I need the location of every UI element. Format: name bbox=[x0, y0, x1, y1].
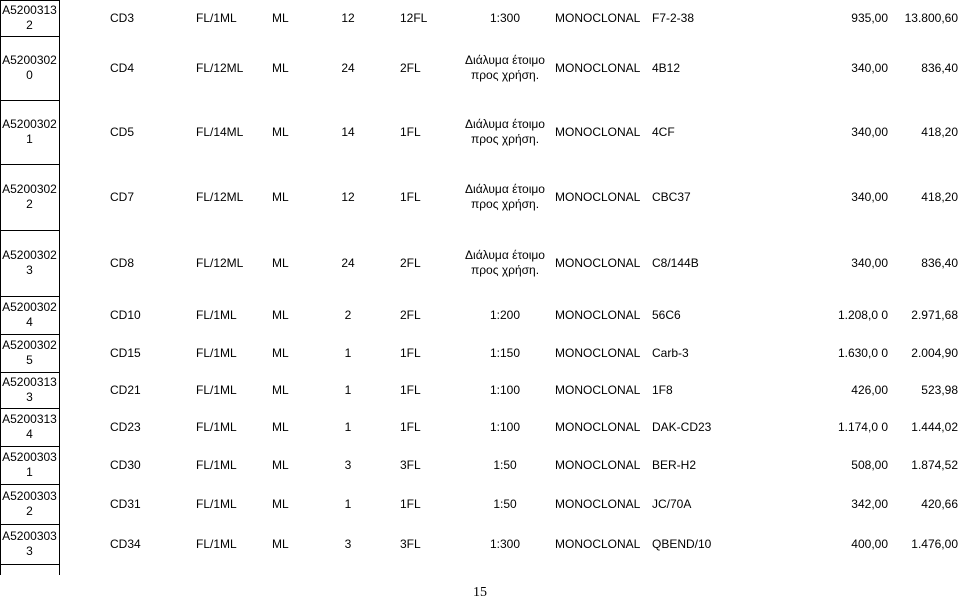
cell-fl: 1FL bbox=[400, 189, 421, 204]
table-row bbox=[0, 230, 960, 296]
cell-type: MONOCLONAL bbox=[555, 307, 641, 322]
cell-price: 1.630,0 0 bbox=[837, 345, 888, 360]
cell-price: 400,00 bbox=[851, 536, 888, 551]
cell-pack: FL/1ML bbox=[196, 536, 237, 551]
product-code: A5200303 2 bbox=[2, 489, 57, 518]
cell-clone: Carb-3 bbox=[652, 345, 689, 360]
cell-price: 1.208,0 0 bbox=[837, 307, 888, 322]
cell-fl: 1FL bbox=[400, 345, 421, 360]
table-row bbox=[0, 100, 960, 164]
cell-qty: 14 bbox=[341, 124, 355, 139]
product-code: A5200313 3 bbox=[2, 375, 57, 404]
cell-fl: 1FL bbox=[400, 124, 421, 139]
cell-type: MONOCLONAL bbox=[555, 536, 641, 551]
cell-clone-id: CD15 bbox=[110, 345, 141, 360]
cell-price: 340,00 bbox=[851, 124, 888, 139]
cell-clone: BER-H2 bbox=[652, 457, 697, 472]
table-row bbox=[0, 524, 960, 564]
cell-clone: JC/70A bbox=[652, 496, 692, 511]
table-row bbox=[0, 296, 960, 334]
table-row bbox=[0, 372, 960, 408]
cell-fl: 1FL bbox=[400, 419, 421, 434]
table-row bbox=[0, 36, 960, 100]
cell-type: MONOCLONAL bbox=[555, 382, 641, 397]
cell-clone: QBEND/10 bbox=[652, 536, 712, 551]
cell-price: 1.174,0 0 bbox=[837, 419, 888, 434]
cell-pack: FL/12ML bbox=[196, 189, 244, 204]
cell-pack: FL/1ML bbox=[196, 10, 237, 25]
cell-dilution: 1:100 bbox=[489, 382, 521, 397]
cell-total: 418,20 bbox=[921, 189, 958, 204]
cell-dilution: 1:100 bbox=[489, 419, 521, 434]
cell-type: MONOCLONAL bbox=[555, 124, 641, 139]
cell-type: MONOCLONAL bbox=[555, 345, 641, 360]
cell-qty: 1 bbox=[344, 382, 352, 397]
cell-dilution: 1:50 bbox=[493, 496, 517, 511]
row-divider bbox=[0, 564, 59, 565]
cell-fl: 1FL bbox=[400, 496, 421, 511]
cell-unit: ML bbox=[272, 419, 289, 434]
cell-dilution: 1:200 bbox=[489, 307, 521, 322]
product-code: A5200313 2 bbox=[2, 3, 57, 32]
cell-clone: 1F8 bbox=[652, 382, 673, 397]
cell-qty: 1 bbox=[344, 345, 352, 360]
table-row bbox=[0, 334, 960, 372]
cell-price: 426,00 bbox=[851, 382, 888, 397]
cell-dilution: Διάλυμα έτοιμο προς χρήση. bbox=[465, 182, 545, 211]
cell-pack: FL/14ML bbox=[196, 124, 244, 139]
cell-qty: 3 bbox=[344, 457, 352, 472]
product-code: A5200302 5 bbox=[2, 338, 57, 367]
cell-total: 836,40 bbox=[921, 255, 958, 270]
cell-dilution: Διάλυμα έτοιμο προς χρήση. bbox=[465, 117, 545, 146]
cell-price: 935,00 bbox=[851, 10, 888, 25]
cell-qty: 24 bbox=[341, 255, 355, 270]
cell-fl: 2FL bbox=[400, 60, 421, 75]
cell-price: 340,00 bbox=[851, 60, 888, 75]
table-row bbox=[0, 0, 960, 36]
table-row bbox=[0, 408, 960, 446]
cell-total: 836,40 bbox=[921, 60, 958, 75]
cell-clone-id: CD10 bbox=[110, 307, 141, 322]
cell-total: 420,66 bbox=[921, 496, 958, 511]
cell-clone: 4CF bbox=[652, 124, 675, 139]
cell-type: MONOCLONAL bbox=[555, 457, 641, 472]
cell-total: 418,20 bbox=[921, 124, 958, 139]
cell-total: 523,98 bbox=[921, 382, 958, 397]
cell-clone: 4B12 bbox=[652, 60, 681, 75]
cell-clone-id: CD7 bbox=[110, 189, 135, 204]
cell-qty: 1 bbox=[344, 496, 352, 511]
product-code: A5200302 2 bbox=[2, 182, 57, 211]
cell-fl: 12FL bbox=[400, 10, 428, 25]
table-row bbox=[0, 446, 960, 484]
table-row bbox=[0, 484, 960, 524]
cell-dilution: 1:150 bbox=[489, 345, 521, 360]
cell-pack: FL/12ML bbox=[196, 255, 244, 270]
cell-price: 340,00 bbox=[851, 189, 888, 204]
cell-dilution: Διάλυμα έτοιμο προς χρήση. bbox=[465, 248, 545, 277]
product-code: A5200302 0 bbox=[2, 53, 57, 82]
cell-dilution: 1:300 bbox=[489, 536, 521, 551]
cell-qty: 2 bbox=[344, 307, 352, 322]
cell-clone: CBC37 bbox=[652, 189, 691, 204]
cell-fl: 1FL bbox=[400, 382, 421, 397]
cell-clone-id: CD4 bbox=[110, 60, 135, 75]
cell-type: MONOCLONAL bbox=[555, 10, 641, 25]
cell-clone-id: CD8 bbox=[110, 255, 135, 270]
cell-unit: ML bbox=[272, 189, 289, 204]
cell-total: 1.476,00 bbox=[911, 536, 958, 551]
cell-pack: FL/1ML bbox=[196, 345, 237, 360]
product-code: A5200303 1 bbox=[2, 450, 57, 479]
cell-price: 340,00 bbox=[851, 255, 888, 270]
cell-pack: FL/1ML bbox=[196, 382, 237, 397]
cell-fl: 2FL bbox=[400, 255, 421, 270]
cell-dilution: 1:50 bbox=[493, 457, 517, 472]
cell-pack: FL/1ML bbox=[196, 307, 237, 322]
cell-clone-id: CD30 bbox=[110, 457, 141, 472]
cell-clone: F7-2-38 bbox=[652, 10, 695, 25]
cell-dilution: Διάλυμα έτοιμο προς χρήση. bbox=[465, 53, 545, 82]
cell-pack: FL/1ML bbox=[196, 496, 237, 511]
cell-unit: ML bbox=[272, 255, 289, 270]
product-code: A5200313 4 bbox=[2, 412, 57, 441]
cell-total: 2.004,90 bbox=[911, 345, 958, 360]
cell-price: 342,00 bbox=[851, 496, 888, 511]
cell-unit: ML bbox=[272, 307, 289, 322]
cell-qty: 3 bbox=[344, 536, 352, 551]
cell-total: 1.874,52 bbox=[911, 457, 958, 472]
cell-type: MONOCLONAL bbox=[555, 496, 641, 511]
cell-unit: ML bbox=[272, 536, 289, 551]
cell-unit: ML bbox=[272, 60, 289, 75]
cell-unit: ML bbox=[272, 457, 289, 472]
product-code: A5200302 3 bbox=[2, 248, 57, 277]
cell-dilution: 1:300 bbox=[489, 10, 521, 25]
cell-type: MONOCLONAL bbox=[555, 189, 641, 204]
cell-unit: ML bbox=[272, 496, 289, 511]
cell-unit: ML bbox=[272, 10, 289, 25]
cell-pack: FL/1ML bbox=[196, 457, 237, 472]
table-row bbox=[0, 164, 960, 230]
cell-pack: FL/1ML bbox=[196, 419, 237, 434]
cell-type: MONOCLONAL bbox=[555, 255, 641, 270]
cell-total: 13.800,60 bbox=[904, 10, 958, 25]
cell-clone-id: CD31 bbox=[110, 496, 141, 511]
cell-clone: 56C6 bbox=[652, 307, 681, 322]
cell-clone: C8/144B bbox=[652, 255, 699, 270]
product-code: A5200302 4 bbox=[2, 300, 57, 329]
cell-type: MONOCLONAL bbox=[555, 419, 641, 434]
cell-pack: FL/12ML bbox=[196, 60, 244, 75]
cell-unit: ML bbox=[272, 382, 289, 397]
cell-unit: ML bbox=[272, 345, 289, 360]
product-code: A5200303 3 bbox=[2, 529, 57, 558]
cell-qty: 12 bbox=[341, 10, 355, 25]
cell-total: 1.444,02 bbox=[911, 419, 958, 434]
page-number: 15 bbox=[473, 585, 487, 600]
product-code: A5200302 1 bbox=[2, 117, 57, 146]
cell-qty: 12 bbox=[341, 189, 355, 204]
cell-type: MONOCLONAL bbox=[555, 60, 641, 75]
cell-fl: 3FL bbox=[400, 457, 421, 472]
cell-clone-id: CD3 bbox=[110, 10, 135, 25]
cell-clone-id: CD21 bbox=[110, 382, 141, 397]
cell-clone-id: CD34 bbox=[110, 536, 141, 551]
cell-total: 2.971,68 bbox=[911, 307, 958, 322]
cell-clone: DAK-CD23 bbox=[652, 419, 712, 434]
cell-price: 508,00 bbox=[851, 457, 888, 472]
cell-qty: 1 bbox=[344, 419, 352, 434]
cell-fl: 2FL bbox=[400, 307, 421, 322]
cell-clone-id: CD23 bbox=[110, 419, 141, 434]
cell-qty: 24 bbox=[341, 60, 355, 75]
cell-clone-id: CD5 bbox=[110, 124, 135, 139]
cell-unit: ML bbox=[272, 124, 289, 139]
cell-fl: 3FL bbox=[400, 536, 421, 551]
